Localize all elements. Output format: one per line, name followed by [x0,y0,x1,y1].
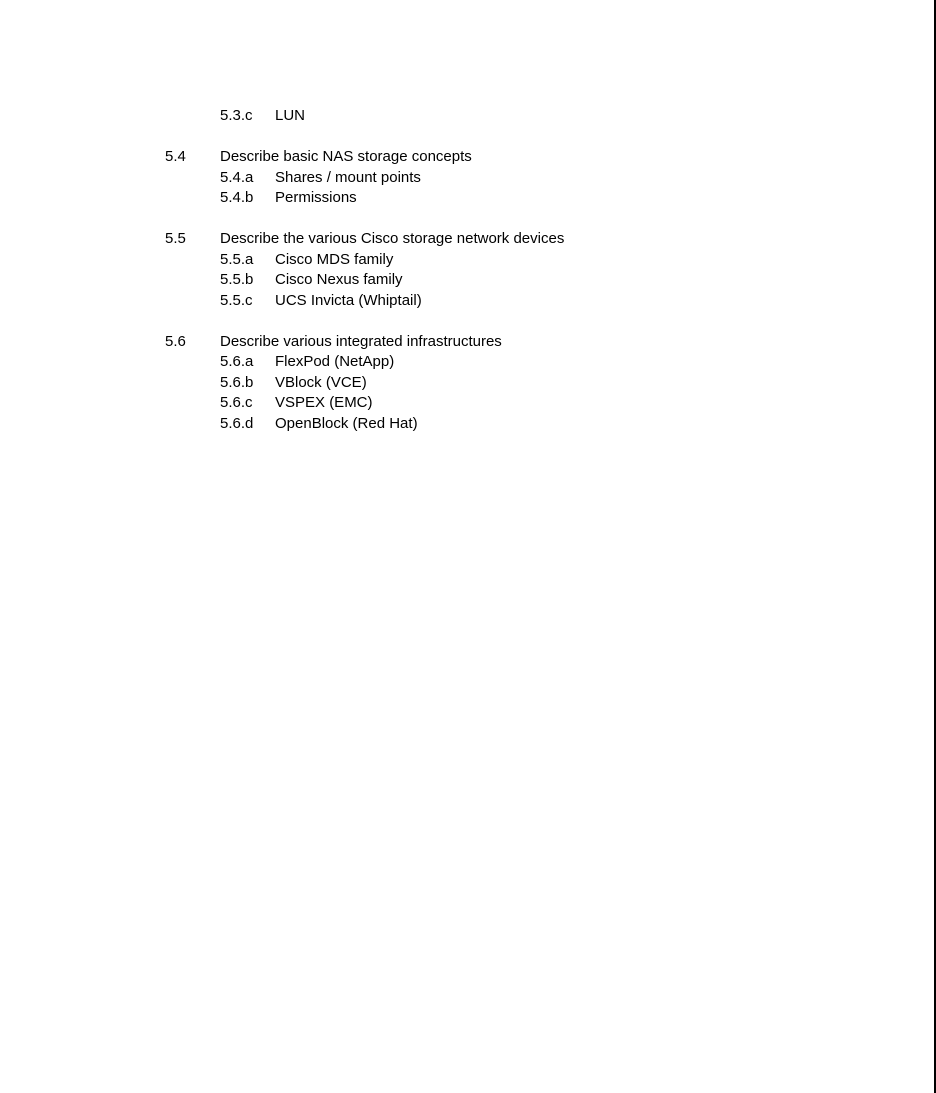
subitem-number: 5.5.c [220,291,253,309]
subitem-number: 5.3.c [220,107,253,124]
subitem-text: FlexPod (NetApp) [275,353,395,370]
section-number: 5.4 [165,148,186,165]
subitem-number: 5.5.a [220,250,254,268]
section-heading-row [0,229,900,250]
subitem-number: 5.4.b [220,189,254,206]
section-heading-row [0,147,900,168]
subitem-row [0,270,900,291]
subitem-row [0,414,900,435]
section-spacer [0,311,900,332]
subitem-row [0,168,900,189]
subitem-row [0,373,900,394]
subitem-number: 5.6.d [220,414,254,432]
subitem-number: 5.6.c [220,394,253,411]
subitem-text: OpenBlock (Red Hat) [275,414,418,432]
subitem-number: 5.5.b [220,271,254,288]
section-title: Describe the various Cisco storage network devices [220,230,565,247]
subitem-row [0,352,900,373]
subitem-number: 5.4.a [220,168,254,186]
subitem-text: VBlock (VCE) [275,373,367,391]
subitem-text: Permissions [275,189,357,206]
section-number: 5.5 [165,230,186,247]
subitem-row [0,291,900,312]
subitem-text: Cisco Nexus family [275,271,403,288]
section-heading-row [0,332,900,353]
subitem-text: Cisco MDS family [275,250,394,268]
subitem-text: LUN [275,107,306,124]
subitem-text: Shares / mount points [275,168,421,186]
subitem-number: 5.6.a [220,353,254,370]
section-title: Describe various integrated infrastructures [220,332,502,350]
subitem-row [0,188,900,209]
subitem-row [0,250,900,271]
section-spacer [0,127,900,148]
exam-topics-outline [0,106,900,434]
subitem-number: 5.6.b [220,373,254,391]
subitem-text: VSPEX (EMC) [275,394,373,411]
section-number: 5.6 [165,332,186,350]
section-spacer [0,209,900,230]
subitem-text: UCS Invicta (Whiptail) [275,291,422,309]
subitem-row [0,393,900,414]
subitem-row [0,106,900,127]
section-title: Describe basic NAS storage concepts [220,148,472,165]
